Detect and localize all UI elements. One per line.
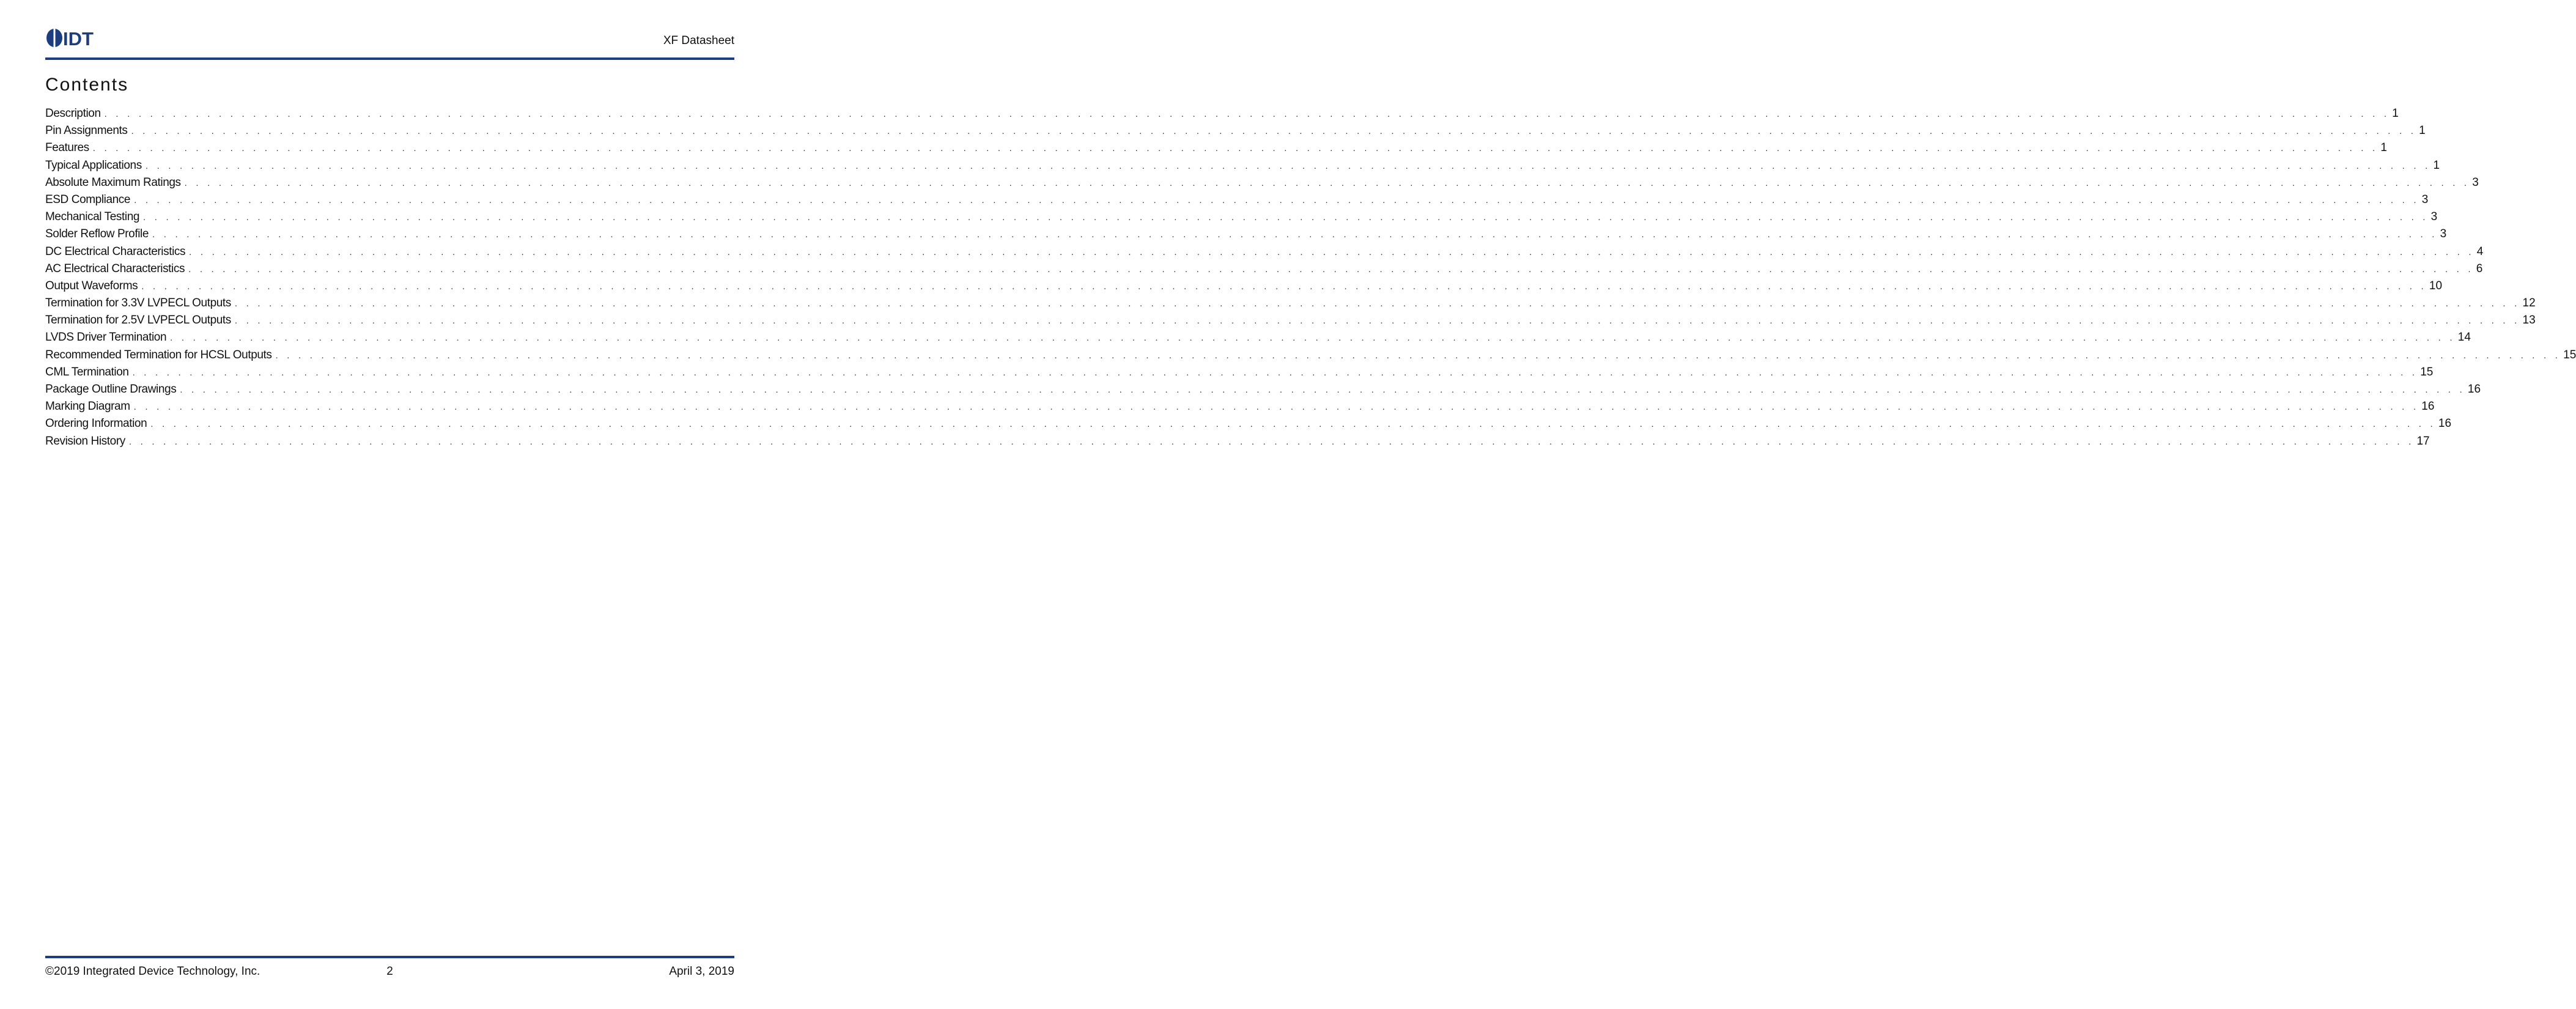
- document-title: XF Datasheet: [663, 34, 734, 47]
- toc-dot-leader: . . . . . . . . . . . . . . . . . . . . . . . . . . . . . . . . . . . . . . . . . . . . . . . . . . . . . . . . . . . . . . . . . . . . . . . . . . . . . . . . . . . . . . . . . . . . . . . . . . . . . . . . . . . . . . . . . . . . . . . . . . . . . . . . . . . . . . . . . . . . . . . . . . . . . . . . . . . . . . . . . . . . . . . . . . . . . . . . . . . . . . . . . . . . . . . . . . . . . . . .: [234, 298, 2520, 309]
- toc-entry[interactable]: [45, 381, 2481, 398]
- toc-dot-leader: . . . . . . . . . . . . . . . . . . . . . . . . . . . . . . . . . . . . . . . . . . . . . . . . . . . . . . . . . . . . . . . . . . . . . . . . . . . . . . . . . . . . . . . . . . . . . . . . . . . . . . . . . . . . . . . . . . . . . . . . . . . . . . . . . . . . . . . . . . . . . . . . . . . . . . . . . . . . . . . . . . . . . . . . . . . . . . . . . . . . . . . . . . . . . . . . . . . . . . . .: [132, 367, 2418, 378]
- toc-entry-page: 15: [2563, 348, 2576, 361]
- toc-entry-page: 15: [2420, 365, 2434, 379]
- toc-dot-leader: . . . . . . . . . . . . . . . . . . . . . . . . . . . . . . . . . . . . . . . . . . . . . . . . . . . . . . . . . . . . . . . . . . . . . . . . . . . . . . . . . . . . . . . . . . . . . . . . . . . . . . . . . . . . . . . . . . . . . . . . . . . . . . . . . . . . . . . . . . . . . . . . . . . . . . . . . . . . . . . . . . . . . . . . . . . . . . . . . . . . . . . . . . . . . . . . . . . . . . . .: [131, 126, 2417, 137]
- toc-entry[interactable]: [45, 157, 2440, 174]
- toc-entry-page: 1: [2433, 158, 2440, 172]
- toc-entry-title: Termination for 2.5V LVPECL Outputs: [45, 314, 231, 327]
- toc-entry-title: Revision History: [45, 434, 125, 448]
- toc-entry[interactable]: [45, 139, 2387, 157]
- toc-entry[interactable]: [45, 398, 2435, 415]
- toc-entry[interactable]: [45, 312, 2536, 329]
- toc-dot-leader: . . . . . . . . . . . . . . . . . . . . . . . . . . . . . . . . . . . . . . . . . . . . . . . . . . . . . . . . . . . . . . . . . . . . . . . . . . . . . . . . . . . . . . . . . . . . . . . . . . . . . . . . . . . . . . . . . . . . . . . . . . . . . . . . . . . . . . . . . . . . . . . . . . . . . . . . . . . . . . . . . . . . . . . . . . . . . . . . . . . . . . . . . . . . . . . . . . . . . . . .: [170, 333, 2456, 344]
- toc-entry-title: Recommended Termination for HCSL Outputs: [45, 348, 272, 361]
- toc-dot-leader: . . . . . . . . . . . . . . . . . . . . . . . . . . . . . . . . . . . . . . . . . . . . . . . . . . . . . . . . . . . . . . . . . . . . . . . . . . . . . . . . . . . . . . . . . . . . . . . . . . . . . . . . . . . . . . . . . . . . . . . . . . . . . . . . . . . . . . . . . . . . . . . . . . . . . . . . . . . . . . . . . . . . . . . . . . . . . . . . . . . . . . . . . . . . . . . . . . . . . . . .: [150, 419, 2436, 430]
- toc-dot-leader: . . . . . . . . . . . . . . . . . . . . . . . . . . . . . . . . . . . . . . . . . . . . . . . . . . . . . . . . . . . . . . . . . . . . . . . . . . . . . . . . . . . . . . . . . . . . . . . . . . . . . . . . . . . . . . . . . . . . . . . . . . . . . . . . . . . . . . . . . . . . . . . . . . . . . . . . . . . . . . . . . . . . . . . . . . . . . . . . . . . . . . . . . . . . . . . . . . . . . . . .: [145, 160, 2431, 171]
- toc-dot-leader: . . . . . . . . . . . . . . . . . . . . . . . . . . . . . . . . . . . . . . . . . . . . . . . . . . . . . . . . . . . . . . . . . . . . . . . . . . . . . . . . . . . . . . . . . . . . . . . . . . . . . . . . . . . . . . . . . . . . . . . . . . . . . . . . . . . . . . . . . . . . . . . . . . . . . . . . . . . . . . . . . . . . . . . . . . . . . . . . . . . . . . . . . . . . . . . . . . . . . . . .: [188, 264, 2474, 275]
- toc-entry-page: 10: [2429, 279, 2443, 292]
- toc-entry[interactable]: [45, 364, 2434, 381]
- toc-dot-leader: . . . . . . . . . . . . . . . . . . . . . . . . . . . . . . . . . . . . . . . . . . . . . . . . . . . . . . . . . . . . . . . . . . . . . . . . . . . . . . . . . . . . . . . . . . . . . . . . . . . . . . . . . . . . . . . . . . . . . . . . . . . . . . . . . . . . . . . . . . . . . . . . . . . . . . . . . . . . . . . . . . . . . . . . . . . . . . . . . . . . . . . . . . . . . . . . . . . . . . . .: [133, 402, 2419, 413]
- toc-entry[interactable]: [45, 105, 2399, 122]
- toc-entry-title: Solder Reflow Profile: [45, 227, 149, 241]
- toc-entry-page: 6: [2476, 262, 2483, 275]
- toc-entry[interactable]: [45, 278, 2443, 295]
- toc-entry[interactable]: [45, 329, 2471, 346]
- toc-entry-title: LVDS Driver Termination: [45, 331, 167, 344]
- toc-dot-leader: . . . . . . . . . . . . . . . . . . . . . . . . . . . . . . . . . . . . . . . . . . . . . . . . . . . . . . . . . . . . . . . . . . . . . . . . . . . . . . . . . . . . . . . . . . . . . . . . . . . . . . . . . . . . . . . . . . . . . . . . . . . . . . . . . . . . . . . . . . . . . . . . . . . . . . . . . . . . . . . . . . . . . . . . . . . . . . . . . . . . . . . . . . . . . . . . . . . . . . . .: [180, 385, 2465, 395]
- toc-entry-title: CML Termination: [45, 365, 129, 379]
- footer-date: April 3, 2019: [669, 965, 734, 978]
- toc-entry-title: Ordering Information: [45, 417, 147, 431]
- toc-entry-title: Marking Diagram: [45, 400, 130, 413]
- toc-entry[interactable]: [45, 243, 2484, 261]
- idt-logo: [46, 28, 96, 48]
- toc-entry-page: 16: [2438, 417, 2452, 431]
- toc-entry-page: 4: [2476, 245, 2484, 258]
- toc-entry-page: 3: [2472, 176, 2479, 189]
- footer-rule: [45, 956, 734, 958]
- toc-dot-leader: . . . . . . . . . . . . . . . . . . . . . . . . . . . . . . . . . . . . . . . . . . . . . . . . . . . . . . . . . . . . . . . . . . . . . . . . . . . . . . . . . . . . . . . . . . . . . . . . . . . . . . . . . . . . . . . . . . . . . . . . . . . . . . . . . . . . . . . . . . . . . . . . . . . . . . . . . . . . . . . . . . . . . . . . . . . . . . . . . . . . . . . . . . . . . . . . . . . . . . . .: [189, 246, 2475, 257]
- toc-entry-page: 1: [2419, 124, 2426, 138]
- toc-entry[interactable]: [45, 174, 2479, 191]
- toc-entry-page: 3: [2430, 210, 2438, 224]
- toc-dot-leader: . . . . . . . . . . . . . . . . . . . . . . . . . . . . . . . . . . . . . . . . . . . . . . . . . . . . . . . . . . . . . . . . . . . . . . . . . . . . . . . . . . . . . . . . . . . . . . . . . . . . . . . . . . . . . . . . . . . . . . . . . . . . . . . . . . . . . . . . . . . . . . . . . . . . . . . . . . . . . . . . . . . . . . . . . . . . . . . . . . . . . . . . . . . . . . . . . . . . . . . .: [134, 194, 2419, 205]
- toc-entry-title: Description: [45, 107, 101, 120]
- toc-dot-leader: . . . . . . . . . . . . . . . . . . . . . . . . . . . . . . . . . . . . . . . . . . . . . . . . . . . . . . . . . . . . . . . . . . . . . . . . . . . . . . . . . . . . . . . . . . . . . . . . . . . . . . . . . . . . . . . . . . . . . . . . . . . . . . . . . . . . . . . . . . . . . . . . . . . . . . . . . . . . . . . . . . . . . . . . . . . . . . . . . . . . . . . . . . . . . . . . . . . . . . . .: [152, 229, 2438, 240]
- toc-entry-page: 12: [2522, 297, 2536, 310]
- toc-dot-leader: . . . . . . . . . . . . . . . . . . . . . . . . . . . . . . . . . . . . . . . . . . . . . . . . . . . . . . . . . . . . . . . . . . . . . . . . . . . . . . . . . . . . . . . . . . . . . . . . . . . . . . . . . . . . . . . . . . . . . . . . . . . . . . . . . . . . . . . . . . . . . . . . . . . . . . . . . . . . . . . . . . . . . . . . . . . . . . . . . . . . . . . . . . . . . . . . . . . . . . . .: [143, 212, 2429, 223]
- toc-dot-leader: . . . . . . . . . . . . . . . . . . . . . . . . . . . . . . . . . . . . . . . . . . . . . . . . . . . . . . . . . . . . . . . . . . . . . . . . . . . . . . . . . . . . . . . . . . . . . . . . . . . . . . . . . . . . . . . . . . . . . . . . . . . . . . . . . . . . . . . . . . . . . . . . . . . . . . . . . . . . . . . . . . . . . . . . . . . . . . . . . . . . . . . . . . . . . . . . . . . . . . . .: [92, 143, 2379, 154]
- toc-entry[interactable]: [45, 191, 2429, 209]
- toc-dot-leader: . . . . . . . . . . . . . . . . . . . . . . . . . . . . . . . . . . . . . . . . . . . . . . . . . . . . . . . . . . . . . . . . . . . . . . . . . . . . . . . . . . . . . . . . . . . . . . . . . . . . . . . . . . . . . . . . . . . . . . . . . . . . . . . . . . . . . . . . . . . . . . . . . . . . . . . . . . . . . . . . . . . . . . . . . . . . . . . . . . . . . . . . . . . . . . . . . . . . . . . .: [128, 436, 2415, 447]
- toc-dot-leader: . . . . . . . . . . . . . . . . . . . . . . . . . . . . . . . . . . . . . . . . . . . . . . . . . . . . . . . . . . . . . . . . . . . . . . . . . . . . . . . . . . . . . . . . . . . . . . . . . . . . . . . . . . . . . . . . . . . . . . . . . . . . . . . . . . . . . . . . . . . . . . . . . . . . . . . . . . . . . . . . . . . . . . . . . . . . . . . . . . . . . . . . . . . . . . . . . . . . . . . .: [184, 177, 2470, 188]
- toc-entry-page: 3: [2421, 193, 2429, 206]
- toc-entry[interactable]: [45, 347, 2576, 364]
- toc-entry-page: 17: [2416, 434, 2430, 448]
- toc-entry-title: Mechanical Testing: [45, 210, 140, 224]
- toc-entry-page: 3: [2440, 227, 2447, 241]
- toc-entry-title: DC Electrical Characteristics: [45, 245, 186, 258]
- contents-heading: Contents: [45, 75, 129, 95]
- toc-dot-leader: . . . . . . . . . . . . . . . . . . . . . . . . . . . . . . . . . . . . . . . . . . . . . . . . . . . . . . . . . . . . . . . . . . . . . . . . . . . . . . . . . . . . . . . . . . . . . . . . . . . . . . . . . . . . . . . . . . . . . . . . . . . . . . . . . . . . . . . . . . . . . . . . . . . . . . . . . . . . . . . . . . . . . . . . . . . . . . . . . . . . . . . . . . . . . . . . . . . . . . . .: [104, 109, 2390, 119]
- toc-entry-title: Features: [45, 141, 89, 155]
- toc-entry-page: 16: [2467, 383, 2481, 396]
- toc-entry-title: Typical Applications: [45, 158, 142, 172]
- toc-entry-title: AC Electrical Characteristics: [45, 262, 185, 275]
- table-of-contents: [45, 105, 2576, 450]
- toc-entry-title: ESD Compliance: [45, 193, 131, 206]
- toc-entry[interactable]: [45, 226, 2447, 243]
- toc-entry[interactable]: [45, 415, 2452, 432]
- toc-entry[interactable]: [45, 295, 2536, 312]
- header-rule: [45, 57, 734, 60]
- footer-page-number: 2: [386, 965, 393, 978]
- toc-entry-title: Output Waveforms: [45, 279, 138, 292]
- toc-dot-leader: . . . . . . . . . . . . . . . . . . . . . . . . . . . . . . . . . . . . . . . . . . . . . . . . . . . . . . . . . . . . . . . . . . . . . . . . . . . . . . . . . . . . . . . . . . . . . . . . . . . . . . . . . . . . . . . . . . . . . . . . . . . . . . . . . . . . . . . . . . . . . . . . . . . . . . . . . . . . . . . . . . . . . . . . . . . . . . . . . . . . . . . . . . . . . . . . . . . . . . . .: [141, 281, 2427, 292]
- toc-entry-page: 1: [2392, 107, 2399, 120]
- toc-entry[interactable]: [45, 261, 2483, 278]
- footer-copyright: ©2019 Integrated Device Technology, Inc.: [45, 965, 260, 978]
- toc-entry-title: Absolute Maximum Ratings: [45, 176, 181, 189]
- svg-text:IDT: IDT: [63, 28, 94, 50]
- toc-entry-page: 16: [2421, 400, 2435, 413]
- toc-entry-page: 1: [2380, 141, 2387, 155]
- toc-entry-page: 14: [2457, 331, 2471, 344]
- toc-dot-leader: . . . . . . . . . . . . . . . . . . . . . . . . . . . . . . . . . . . . . . . . . . . . . . . . . . . . . . . . . . . . . . . . . . . . . . . . . . . . . . . . . . . . . . . . . . . . . . . . . . . . . . . . . . . . . . . . . . . . . . . . . . . . . . . . . . . . . . . . . . . . . . . . . . . . . . . . . . . . . . . . . . . . . . . . . . . . . . . . . . . . . . . . . . . . . . . . . . . . . . . .: [234, 316, 2520, 327]
- toc-entry-title: Package Outline Drawings: [45, 383, 177, 396]
- toc-entry-page: 13: [2522, 314, 2536, 327]
- toc-entry-title: Pin Assignments: [45, 124, 128, 138]
- toc-entry[interactable]: [45, 122, 2426, 139]
- toc-entry-title: Termination for 3.3V LVPECL Outputs: [45, 297, 231, 310]
- idt-logo-mark: [46, 28, 96, 48]
- toc-dot-leader: . . . . . . . . . . . . . . . . . . . . . . . . . . . . . . . . . . . . . . . . . . . . . . . . . . . . . . . . . . . . . . . . . . . . . . . . . . . . . . . . . . . . . . . . . . . . . . . . . . . . . . . . . . . . . . . . . . . . . . . . . . . . . . . . . . . . . . . . . . . . . . . . . . . . . . . . . . . . . . . . . . . . . . . . . . . . . . . . . . . . . . . . . . . . . . . . . . . . . . . .: [275, 350, 2561, 361]
- toc-entry[interactable]: [45, 433, 2430, 450]
- toc-entry[interactable]: [45, 209, 2438, 226]
